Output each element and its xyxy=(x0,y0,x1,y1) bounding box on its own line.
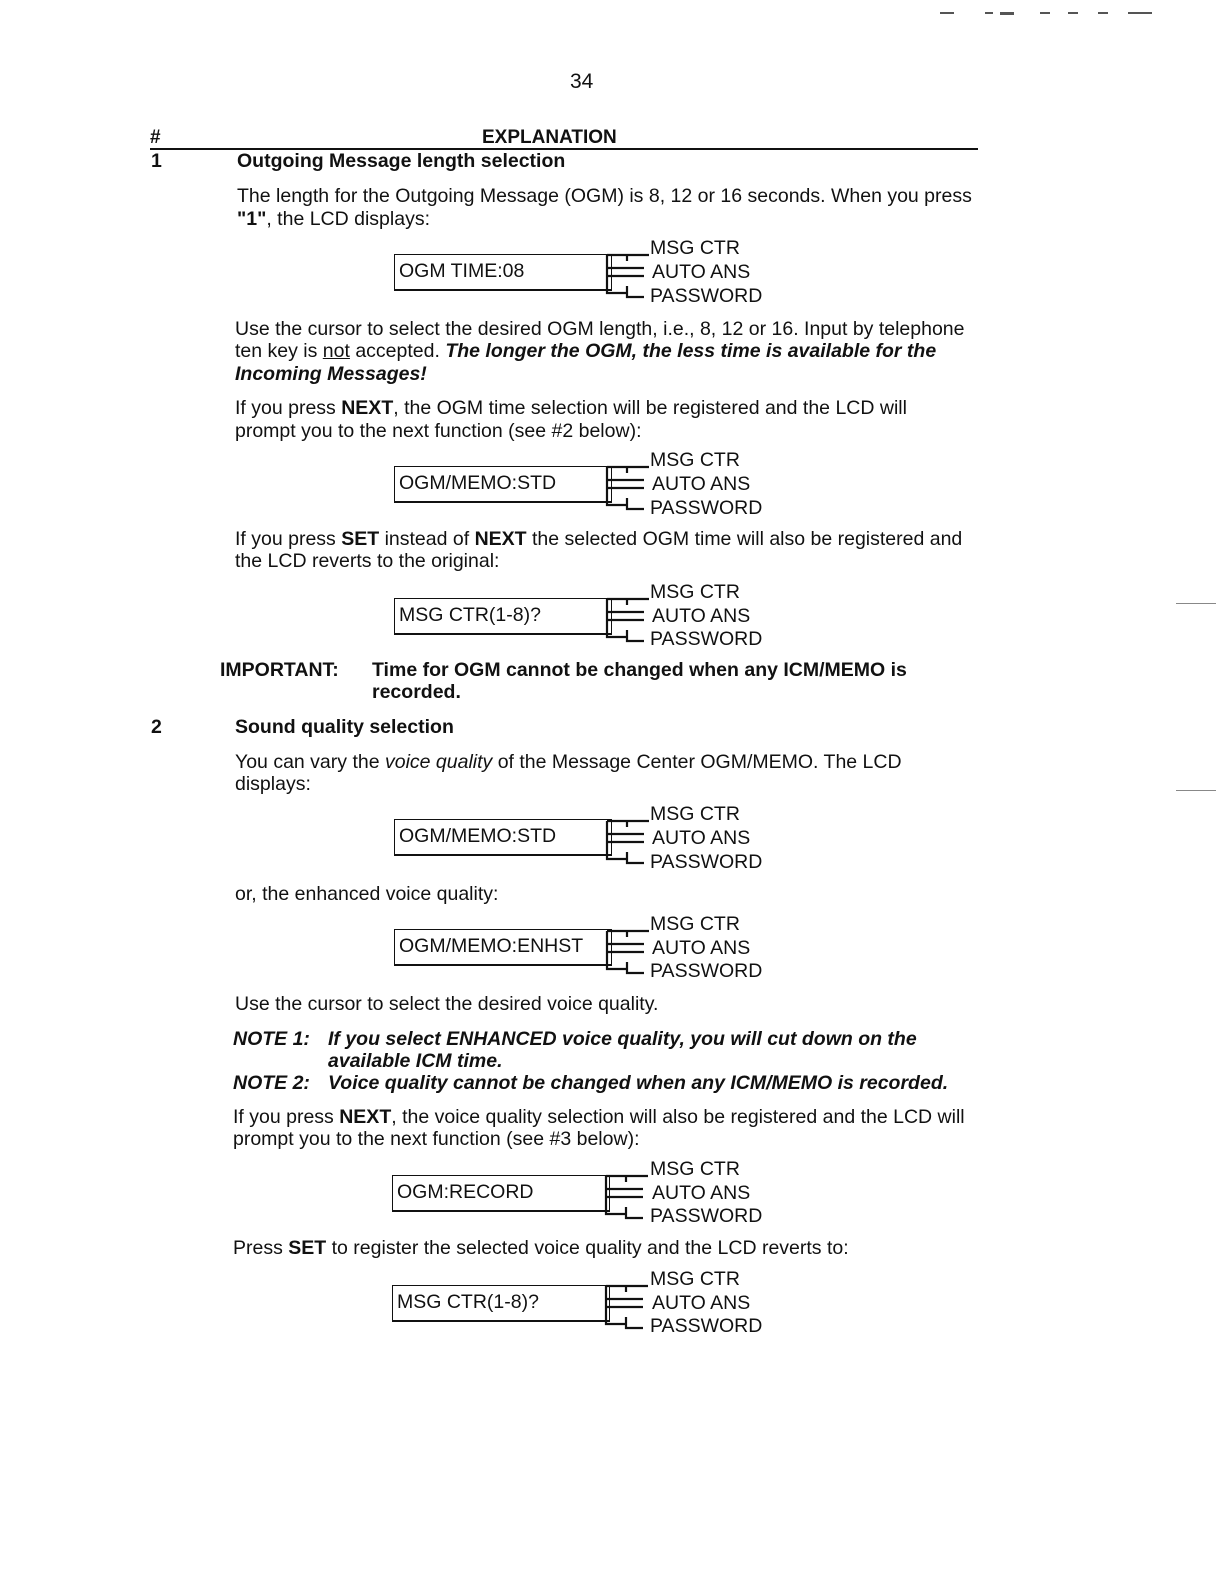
scan-mark xyxy=(1128,12,1152,14)
menu-bracket-icon xyxy=(605,924,645,976)
menu-bracket-icon xyxy=(605,814,645,866)
column-header-number: # xyxy=(150,127,161,148)
lcd-display: OGM/MEMO:ENHST xyxy=(394,929,612,966)
paragraph-line: displays: xyxy=(235,773,311,795)
menu-option-msg-ctr: MSG CTR xyxy=(650,803,740,825)
scan-mark xyxy=(1068,12,1078,14)
scan-mark xyxy=(940,12,954,14)
note-text: Voice quality cannot be changed when any ICM/MEMO is recorded. xyxy=(328,1072,949,1094)
menu-option-msg-ctr: MSG CTR xyxy=(650,913,740,935)
menu-option-auto-ans: AUTO ANS xyxy=(652,1292,751,1314)
menu-bracket-icon xyxy=(604,1279,644,1331)
menu-option-msg-ctr: MSG CTR xyxy=(650,1158,740,1180)
menu-option-auto-ans: AUTO ANS xyxy=(652,261,751,283)
menu-option-password: PASSWORD xyxy=(650,1205,763,1227)
lcd-display: OGM/MEMO:STD xyxy=(394,819,612,856)
section-title: Outgoing Message length selection xyxy=(237,150,566,172)
paragraph-line: "1", the LCD displays: xyxy=(237,208,430,230)
paragraph-line: Incoming Messages! xyxy=(235,363,427,385)
paragraph-line: You can vary the voice quality of the Message Center OGM/MEMO. The LCD xyxy=(235,751,902,773)
section-number: 2 xyxy=(151,716,162,738)
menu-option-password: PASSWORD xyxy=(650,851,763,873)
scan-mark xyxy=(1098,12,1108,14)
paragraph-line: or, the enhanced voice quality: xyxy=(235,883,499,905)
menu-option-password: PASSWORD xyxy=(650,497,763,519)
menu-option-password: PASSWORD xyxy=(650,285,763,307)
paragraph-line: The length for the Outgoing Message (OGM) is 8, 12 or 16 seconds. When you press xyxy=(237,185,972,207)
scan-mark xyxy=(1176,603,1216,604)
key-label: "1" xyxy=(237,208,267,230)
scan-mark xyxy=(1000,12,1014,15)
lcd-display: OGM:RECORD xyxy=(392,1175,610,1212)
paragraph-line: Press SET to register the selected voice quality and the LCD reverts to: xyxy=(233,1237,849,1259)
section-title: Sound quality selection xyxy=(235,716,454,738)
menu-option-password: PASSWORD xyxy=(650,1315,763,1337)
scan-mark xyxy=(1040,12,1050,14)
note-label: NOTE 2: xyxy=(233,1072,310,1094)
important-text: Time for OGM cannot be changed when any ICM/MEMO is xyxy=(372,659,907,681)
lcd-display: OGM/MEMO:STD xyxy=(394,466,612,503)
menu-option-password: PASSWORD xyxy=(650,628,763,650)
menu-option-password: PASSWORD xyxy=(650,960,763,982)
menu-option-msg-ctr: MSG CTR xyxy=(650,581,740,603)
paragraph-line: If you press SET instead of NEXT the selected OGM time will also be registered and xyxy=(235,528,963,550)
scan-mark xyxy=(1176,790,1216,791)
note-label: NOTE 1: xyxy=(233,1028,310,1050)
section-number: 1 xyxy=(151,150,162,172)
note-text: If you select ENHANCED voice quality, you will cut down on the xyxy=(328,1028,917,1050)
menu-option-auto-ans: AUTO ANS xyxy=(652,827,751,849)
menu-bracket-icon xyxy=(605,248,645,300)
paragraph-line: the LCD reverts to the original: xyxy=(235,550,500,572)
paragraph-line: If you press NEXT, the OGM time selection will be registered and the LCD will xyxy=(235,397,907,419)
lcd-display: MSG CTR(1-8)? xyxy=(394,598,612,635)
menu-option-msg-ctr: MSG CTR xyxy=(650,449,740,471)
important-text: recorded. xyxy=(372,681,461,703)
paragraph-line: ten key is not accepted. The longer the OGM, the less time is available for the xyxy=(235,340,937,362)
menu-option-auto-ans: AUTO ANS xyxy=(652,473,751,495)
column-header-explanation: EXPLANATION xyxy=(482,127,617,148)
important-label: IMPORTANT: xyxy=(220,659,339,681)
note-text: available ICM time. xyxy=(328,1050,503,1072)
menu-bracket-icon xyxy=(605,592,645,644)
lcd-display: OGM TIME:08 xyxy=(394,254,612,291)
menu-bracket-icon xyxy=(604,1169,644,1221)
menu-bracket-icon xyxy=(605,460,645,512)
paragraph-line: prompt you to the next function (see #3 below): xyxy=(233,1128,640,1150)
scan-mark xyxy=(985,12,993,14)
menu-option-auto-ans: AUTO ANS xyxy=(652,937,751,959)
paragraph-line: If you press NEXT, the voice quality selection will also be registered and the LCD will xyxy=(233,1106,965,1128)
paragraph-line: Use the cursor to select the desired OGM length, i.e., 8, 12 or 16. Input by telephone xyxy=(235,318,965,340)
page-number: 34 xyxy=(570,70,594,93)
paragraph-line: prompt you to the next function (see #2 below): xyxy=(235,420,642,442)
menu-option-msg-ctr: MSG CTR xyxy=(650,1268,740,1290)
menu-option-msg-ctr: MSG CTR xyxy=(650,237,740,259)
menu-option-auto-ans: AUTO ANS xyxy=(652,1182,751,1204)
lcd-display: MSG CTR(1-8)? xyxy=(392,1285,610,1322)
paragraph-line: Use the cursor to select the desired voice quality. xyxy=(235,993,659,1015)
menu-option-auto-ans: AUTO ANS xyxy=(652,605,751,627)
